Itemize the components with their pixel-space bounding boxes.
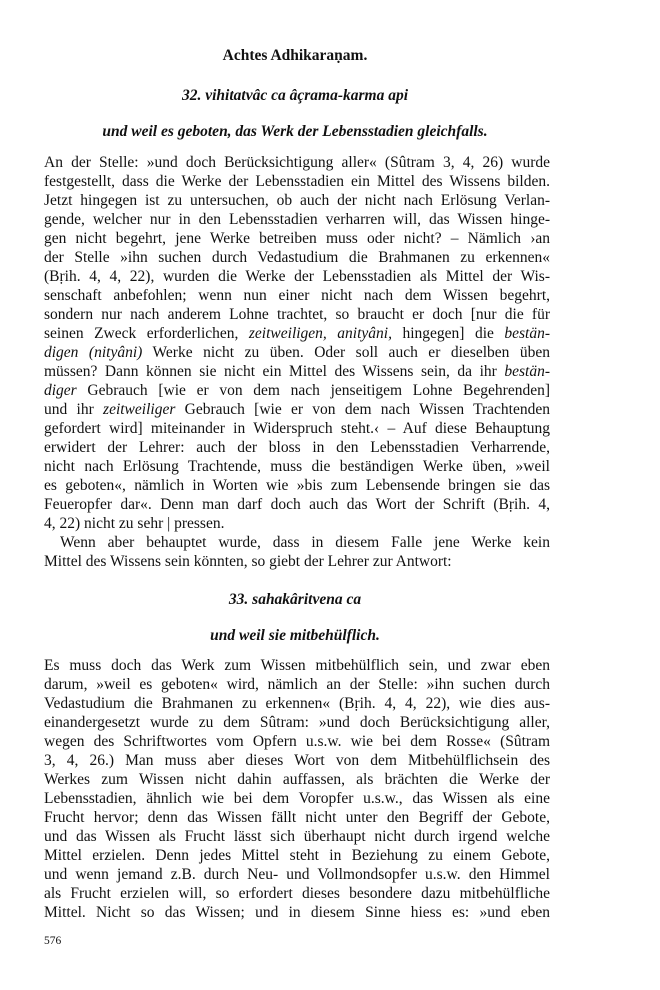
text-line: Mittel erzielen. Denn jedes Mittel steht in Beziehung zu einem Gebote,	[44, 847, 550, 864]
text-line: darum, »weil es geboten« wird, nämlich an der Stelle: »ihn suchen durch	[44, 676, 550, 693]
text-line: Lebensstadien, ähnlich wie bei dem Voropfer u.s.w., das Wissen als eine	[44, 790, 550, 807]
text-line: Mittel. Nicht so das Wissen; und in diesem Sinne hiess es: »und eben	[44, 904, 550, 921]
text-line: und ihr zeitweiliger Gebrauch [wie er von dem nach Wissen Trachtenden	[44, 401, 550, 418]
text-line: 4, 22) nicht zu sehr | pressen.	[44, 515, 225, 532]
text-line: gende, welcher nur in den Lebensstadien verharren will, das Wissen hinge-	[44, 211, 550, 228]
text-line: diger Gebrauch [wie er von dem nach jenseitigem Lohne Begehrenden]	[44, 382, 550, 399]
transition-paragraph	[44, 533, 550, 571]
emphasis-text: diger	[44, 382, 77, 399]
emphasis-text: bestän-	[504, 325, 551, 342]
text-line: der Stelle »ihn suchen durch Vedastudium die Brahmanen zu erkennen«	[44, 249, 550, 266]
sutra-33-translation: und weil sie mitbehülflich.	[210, 627, 380, 644]
text-line: nicht nach Erlösung Trachtende, muss die beständigen Werke üben, »weil	[44, 458, 550, 475]
commentary-32	[44, 153, 550, 533]
text-line: es geboten«, nämlich in Worten wie »bis zum Lebensende bringen sie das	[44, 477, 550, 494]
text-line: Mittel des Wissens sein könnten, so giebt der Lehrer zur Antwort:	[44, 553, 452, 570]
text-line: Vedastudium die Brahmanen zu erkennen« (Bṛih. 4, 4, 22), wie dies aus-	[44, 695, 550, 712]
text-line: wegen des Schriftwortes vom Opfern u.s.w. wie bei dem Rosse« (Sûtram	[44, 733, 550, 750]
sutra-32-title: 32. vihitatvâc ca âçrama-karma api	[181, 87, 408, 104]
sutra-32-translation: und weil es geboten, das Werk der Lebensstadien gleichfalls.	[102, 123, 488, 140]
text-line: 3, 4, 26.) Man muss aber dieses Wort von dem Mitbehülflichsein des	[44, 752, 550, 769]
text-line: als Frucht erzielen will, so erfordert dieses besondere dazu mitbehülfliche	[44, 885, 550, 902]
text-line: sondern nur nach anderem Lohne trachtet, so braucht er doch [nur die für	[44, 306, 550, 323]
text-line: Werkes zum Wissen nicht dahin auffassen, als brächten die Werke der	[44, 771, 550, 788]
text-line: Es muss doch das Werk zum Wissen mitbehülflich sein, und zwar eben	[44, 657, 550, 674]
emphasis-text: zeitweiligen, anityâni,	[248, 325, 392, 342]
text-line: An der Stelle: »und doch Berücksichtigung aller« (Sûtram 3, 4, 26) wurde	[44, 154, 550, 171]
emphasis-text: zeitweiliger	[103, 401, 176, 418]
text-line: festgestellt, dass die Werke der Lebensstadien ein Mittel des Wissens bilden.	[44, 173, 550, 190]
text-line: und wenn jemand z.B. durch Neu- und Vollmondsopfer u.s.w. den Himmel	[44, 866, 550, 883]
text-line: Frucht hervor; denn das Wissen fällt nicht unter den Begriff der Gebote,	[44, 809, 550, 826]
emphasis-text: digen (nityâni)	[44, 344, 143, 361]
text-line: seinen Zweck erforderlichen, zeitweiligen, anityâni, hingegen] die bestän-	[44, 325, 551, 342]
text-line: erwidert der Lehrer: auch der bloss in den Lebensstadien Verharrende,	[44, 439, 550, 456]
text-line: Wenn aber behauptet wurde, dass in diesem Falle jene Werke kein	[60, 534, 550, 551]
text-line: und das Wissen als Frucht lässt sich überhaupt nicht durch irgend welche	[44, 828, 550, 845]
text-line: gen nicht begehrt, jene Werke betreiben muss oder nicht? – Nämlich ›an	[44, 230, 550, 247]
section-heading: Achtes Adhikaraṇam.	[222, 47, 368, 64]
text-line: digen (nityâni) Werke nicht zu üben. Oder soll auch er dieselben üben	[44, 344, 551, 361]
text-line: einandergesetzt wurde zu dem Sûtram: »und doch Berücksichtigung aller,	[44, 714, 550, 731]
text-line: (Bṛih. 4, 4, 22), wurden die Werke der Lebensstadien als Mittel der Wis-	[44, 268, 550, 285]
text-line: müssen? Dann können sie nicht ein Mittel des Wissens sein, da ihr bestän-	[44, 363, 550, 380]
page-number: 576	[44, 935, 62, 947]
text-line: gefordert wird] miteinander in Widerspruch steht.‹ – Auf diese Behauptung	[44, 420, 550, 437]
emphasis-text: bestän-	[504, 363, 550, 380]
text-line: Feueropfer dar«. Denn man darf doch auch das Wort der Schrift (Bṛih. 4,	[44, 496, 550, 513]
commentary-33	[44, 656, 550, 922]
sutra-33-title: 33. sahakâritvena ca	[228, 591, 362, 608]
text-line: senschaft anbefohlen; wenn nun einer nicht nach dem Wissen begehrt,	[44, 287, 550, 304]
text-line: Jetzt hingegen ist zu untersuchen, ob auch der nicht nach Erlösung Verlan-	[44, 192, 550, 209]
